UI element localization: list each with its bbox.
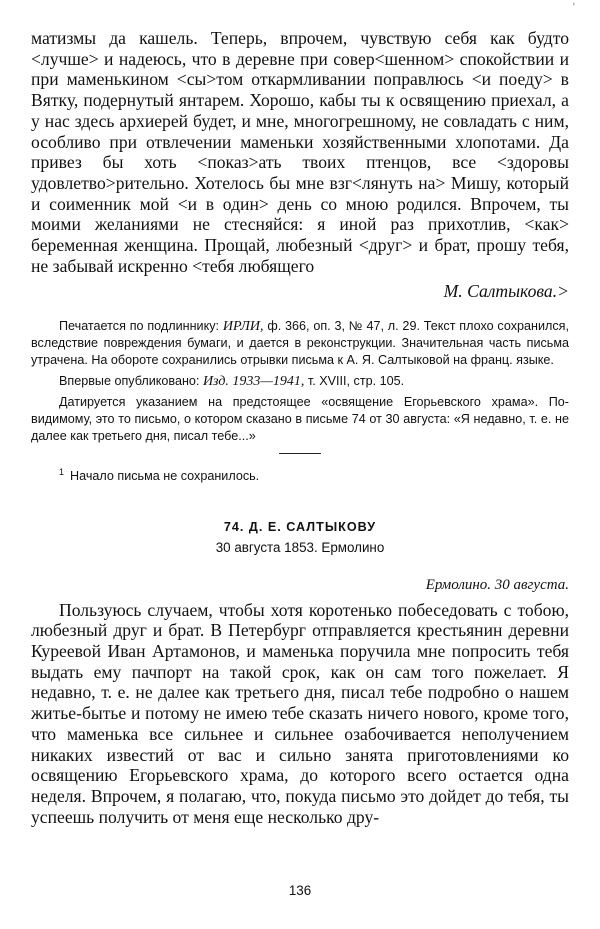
- footnote-text: Начало письма не сохранилось.: [70, 469, 260, 484]
- published-edition: Изд. 1933—1941,: [202, 374, 305, 390]
- document-page: [31, 28, 569, 827]
- editorial-notes: [31, 318, 569, 445]
- published-prefix: Впервые опубликовано:: [59, 374, 203, 389]
- page-number: 136: [288, 883, 312, 898]
- letter-73-signature: М. Салтыкова.>: [443, 281, 569, 302]
- source-note: [31, 318, 569, 369]
- letter-73-body: матизмы да кашель. Теперь, впрочем, чувствую себя как будто <лучше> и надеюсь, что в деревне при совер<шенном> спокойствии и при маменькином <сы>том откармливании поправлюсь <и поеду> в Вятку, подернутый янтарем. Хорошо, кабы ты к освящению приехал, а у нас здесь архиерей будет, и мне, многогрешному, не совладать с ним, особливо при отвлечении маменьки хозяйственными хлопотами. Да привез бы хоть <показ>ать твоих птенцов, все <здоровы удовлетво>рительно. Хотелось бы мне взг<лянуть на> Мишу, который и соименник мой <и в один> день со мною родился. Впрочем, ты моими желаниями не стесняйся: я иной раз прихотлив, <как> беременная женщина. Прощай, любезный <друг> и брат, прошу тебя, не забывай искренно <тебя любящего: [31, 28, 569, 276]
- published-rest: т. XVIII, стр. 105.: [304, 374, 405, 389]
- source-rest: ф. 366, оп. 3, № 47, л. 29. Текст плохо сохранился, вследствие повреждения бумаги, и дается в реконструкции. Значительная часть письма утрачена. На обороте сохранились отрывки письма к А. Я. Салтыковой на франц. языке.: [31, 319, 569, 368]
- footnote-divider: [279, 453, 321, 454]
- source-archive: ИРЛИ,: [222, 319, 264, 335]
- source-prefix: Печатается по подлиннику:: [59, 319, 223, 334]
- letter-74-date-line: 30 августа 1853. Ермолино: [215, 539, 385, 555]
- letter-74-heading: 74. Д. Е. САЛТЫКОВУ: [223, 519, 377, 534]
- footnote-marker: 1: [59, 467, 65, 478]
- dating-note: Датируется указанием на предстоящее «освящение Егорьевского храма». По-видимому, это то письмо, о котором сказано в письме 74 от 30 августа: «Я недавно, т. е. не далее как третьего дня, писал тебе...»: [31, 395, 569, 444]
- footnote: [31, 464, 569, 485]
- corner-mark: ': [573, 2, 575, 13]
- letter-74-place-date: Ермолино. 30 августа.: [425, 576, 569, 593]
- letter-74-body: Пользуюсь случаем, чтобы хотя коротенько побеседовать с тобою, любезный друг и брат. В Петербург отправляется крестьянин деревни Куреевой Иван Артамонов, и маменька поручила мне попросить тебя выдать ему пачпорт на такой срок, как он сам того пожелает. Я недавно, т. е. не далее как третьего дня, писал тебе подробно о нашем житье-бытье и потому не имею тебе сказать ничего нового, кроме того, что маменька все сильнее и сильнее озабочивается неполучением никаких известий от вас и сильно занята приготовлениями ко освящению Егорьевского храма, до которого всего остается одна неделя. Впрочем, я полагаю, что, покуда письмо это дойдет до тебя, ты успеешь получить от меня еще несколько дру-: [31, 599, 569, 827]
- published-note: [31, 373, 569, 390]
